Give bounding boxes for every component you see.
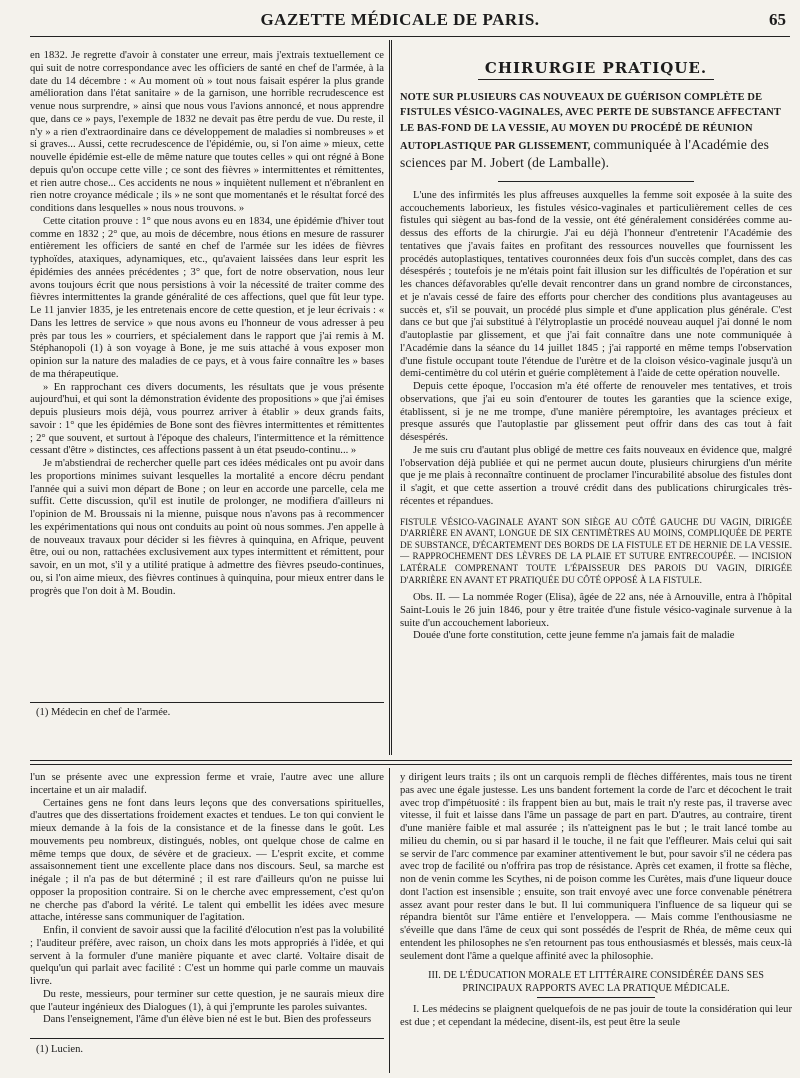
- right-column-bottom: [400, 772, 792, 1072]
- footnote-left-top: (1) Médecin en chef de l'armée.: [36, 707, 171, 718]
- right-column-top: [400, 62, 792, 752]
- article-paragraph: Je m'abstiendrai de rechercher quelle part ces idées médicales ont pu avoir dans les proportions minimes suivant lesquelles la mortalité a encore décru pendant l'année qui a suivi mon départ de Bone ; on leur en accorde une parcelle, cela me suffit. Cette discussion, qu'il est inutile de prolonger, ne modifiera d'ailleurs ni l'opinion de M. Broussais ni la mienne, puisque nous n'avons pas à recommencer les expérimentations qui nous ont conduits au point où nous sommes. J'en appelle à de nouveaux travaux pour décider si les fièvres à quinquina, en Afrique, peuvent être, oui ou non, rattachées exclusivement aux types intermittent et rémittent, pour savoir, en un mot, s'il y a utilité pratique à admettre des fièvres pseudo-continues, ou, si l'on aime mieux, des fièvres continues à quinquina, pour mieux entrer dans le progrès que l'on doit à M. Boudin.: [30, 458, 384, 597]
- column-divider: [389, 40, 392, 755]
- feuilleton-separator: [30, 760, 792, 761]
- footnote-rule: [30, 702, 384, 703]
- note-title: [400, 90, 792, 173]
- feuilleton-paragraph: Certaines gens ne font dans leurs leçons que des conversations spirituelles, d'autres que des dissertations froidement exactes et tendues. Le ton qui convient le mieux demande à la fois de la consistance et de la finesse dans le goût. Les mouvements peu nombreux, distingués, nobles, ont quelque chose de calme en même temps que doux, de sévère et de gracieux. — L'esprit excite, et comme assaisonnement tient une excellente place dans nos discours. Seul, sa marche est inégale ; il n'a pas de but déterminé ; il est rare d'ailleurs qu'on ne puisse lui opposer la proposition contraire. Si on le cherche avec empressement, c'est qu'on ne cherche pas d'abord la vérité. Le talent qui embellit les idées avec mesure attache, intéresse sans communiquer de l'agitation.: [30, 797, 384, 924]
- article-paragraph: » En rapprochant ces divers documents, les résultats que je vous présente aujourd'hui, et qui sont la démonstration évidente des propositions » que j'ai émises depuis plusieurs mois déjà, vous pourrez arriver à établir » deux grands faits, savoir : 1° que les épidémies de Bone sont des fièvres intermittentes et rémittentes ; 2° que souvent, et surtout à l'époque des chaleurs, l'intermittence et la rémittence cessant d'être » distinctes, ces affections passent à un état pseudo-continu... »: [30, 381, 384, 457]
- feuilleton-paragraph: I. Les médecins se plaignent quelquefois de ne pas jouir de toute la considération qui leur est due ; et cependant la médecine, disent-ils, est peut être la seule: [400, 1004, 792, 1028]
- footnote-left-bottom: (1) Lucien.: [36, 1044, 84, 1055]
- note-rule: [498, 181, 694, 182]
- feuilleton-separator-inner: [30, 764, 792, 765]
- article-paragraph: Depuis cette époque, l'occasion m'a été offerte de renouveler mes tentatives, et trois observations, que j'ai eu soin d'entourer de toutes les garanties que la science exige, établissent, si je ne me trompe, d'une manière péremptoire, les avantages précieux et presque assurés que l'autoplastie par glissement peut offrir dans des cas tout à fait désespérés.: [400, 381, 792, 444]
- section-title: CHIRURGIE PRATIQUE.: [484, 62, 708, 77]
- header-rule: [30, 36, 790, 37]
- chapter-heading: III. DE L'ÉDUCATION MORALE ET LITTÉRAIRE CONSIDÉRÉE DANS SES PRINCIPAUX RAPPORTS AVEC LA PRATIQUE MÉDICALE.: [428, 970, 764, 995]
- case-heading: FISTULE VÉSICO-VAGINALE AYANT SON SIÈGE AU CÔTÉ GAUCHE DU VAGIN, DIRIGÉE D'ARRIÈRE EN AVANT, LONGUE DE SIX CENTIMÈTRES AU MOINS, COMPLIQUÉE DE PERTE DE SUBSTANCE, D'ÉCARTEMENT DES BORDS DE LA FISTULE ET DE HERNIE DE LA VESSIE. — RAPPROCHEMENT DES LÈVRES DE LA PLAIE ET SUTURE ENTRECOUPÉE. — INCISION LATÉRALE COMPRENANT TOUTE L'ÉPAISSEUR DES PAROIS DU VAGIN, DIRIGÉE D'ARRIÈRE EN AVANT ET PRATIQUÉE DU CÔTÉ OPPOSÉ À LA FISTULE.: [400, 516, 792, 585]
- page-number: 65: [769, 10, 786, 29]
- feuilleton-paragraph: Du reste, messieurs, pour terminer sur cette question, je ne saurais mieux dire que l'auteur ingénieux des Dialogues (1), à qui j'emprunte les paroles suivantes.: [30, 988, 384, 1013]
- article-paragraph: en 1832. Je regrette d'avoir à constater une erreur, mais j'extrais textuellement ce qui suit de notre correspondance avec les officiers de santé en chef de l'armée, à la date du 14 décembre : « Au moment où » tout nous faisait espérer la plus grande amélioration dans l'état sanitaire » de la garnison, une horrible recrudescence est venue nous surprendre, » ainsi que nous vous l'avions annoncé, et nous apprendre que, dans ce » pays, l'exemple de 1832 ne devait pas être perdu de vue. Du reste, il n'y » a rien d'extraordinaire dans ce développement de maladies si nombreuses » et si graves... Aussi, cette recrudescence de l'épidémie, ou, si l'on aime » mieux, cette nouvelle épidémie est-elle de même nature que toutes celles » qui ont régné à Bone depuis qu'on occupe cette ville ; ce sont des fièvres » intermittentes et rémittentes, et rien autre chose... Ces accidents ne nous » inquiètent nullement et n'ébranlent en rien notre croyance médicale ; ils » ne sont que momentanés et le résultat forcé des conditions dans lesquelles » nous nous trouvons. »: [30, 50, 384, 214]
- feuilleton-paragraph: Enfin, il convient de savoir aussi que la facilité d'élocution n'est pas la volubilité ; l'auditeur préfère, avec raison, un choix dans les mots appropriés à l'idée, et qui servent à la formuler d'une manière piquante et avec clarté. Voltaire disait de quelqu'un qui parlait avec facilité : C'est un homme qui parle comme un mauvais livre.: [30, 925, 384, 987]
- page-header: [0, 6, 800, 36]
- chapter-rule: [537, 997, 655, 998]
- left-column-top: [30, 50, 384, 700]
- column-divider-bottom: [389, 768, 390, 1073]
- footnote-rule: [30, 1038, 384, 1039]
- section-rule: [478, 79, 713, 80]
- article-paragraph: Je me suis cru d'autant plus obligé de mettre ces faits nouveaux en évidence que, malgré l'observation déjà publiée et qui ne permet aucun doute, plusieurs chirurgiens d'un mérite que je me plais à reconnaître continuent de proclamer l'incurabilité absolue des fistules dont il s'agit, et que cette assertion a trouvé crédit dans des publications chirurgicales très-récentes et répandues.: [400, 444, 792, 507]
- article-paragraph: L'une des infirmités les plus affreuses auxquelles la femme soit exposée à la suite des accouchements laborieux, les fistules vésico-vaginales et particulièrement celles de ces fistules qui siègent au bas-fond de la vessie, ont été généralement considérées comme au-dessus des efforts de la chirurgie. J'ai eu déjà l'honneur d'entretenir l'Académie des tentatives que j'avais faites en profitant des ressources nouvelles que fournissent les procédés autoplastiques, tentatives couronnées deux fois d'un succès complet, dans des cas désespérés ; toutefois je ne m'étais point fait illusion sur les difficultés de l'opération et sur les chances défavorables qu'elle devait rencontrer dans un grand nombre de circonstances, et je n'avais cessé de faire des efforts pour chercher des conditions plus avantageuses au succès et, s'il se pouvait, un procédé plus simple et d'une application plus générale. C'est dans ce but que j'ai substitué à l'élytroplastie un procédé nouveau auquel j'ai donné le nom d'autoplastie par glissement, et que j'ai fait connaître dans une note communiquée à l'Académie dans la séance du 14 juillet 1845 ; j'ai rapporté en même temps l'observation d'une fistule occupant toute l'étendue de l'urètre et de la cloison vésico-vaginale jusqu'à un demi-centimètre du col utérin et guérie complètement à l'aide de cette opération nouvelle.: [400, 189, 792, 380]
- feuilleton-paragraph: Dans l'enseignement, l'âme d'un élève bien né est le but. Bien des professeurs: [43, 1014, 372, 1026]
- journal-title: GAZETTE MÉDICALE DE PARIS.: [260, 10, 540, 29]
- observation-paragraph: Douée d'une forte constitution, cette jeune femme n'a jamais fait de maladie: [413, 630, 735, 642]
- left-column-bottom: [30, 772, 384, 1034]
- feuilleton-paragraph: l'un se présente avec une expression ferme et vraie, l'autre avec une allure incertaine et un air maladif.: [30, 772, 384, 796]
- observation-paragraph: Obs. II. — La nommée Roger (Elisa), âgée de 22 ans, née à Arnouville, entra à l'hôpital Saint-Louis le 26 juin 1846, pour y être traitée d'une fistule vésico-vaginale survenue à la suite d'un accouchement laborieux.: [400, 592, 792, 629]
- note-title-main: NOTE SUR PLUSIEURS CAS NOUVEAUX DE GUÉRISON COMPLÈTE DE FISTULES VÉSICO-VAGINALES, AVEC PERTE DE SUBSTANCE AFFECTANT LE BAS-FOND DE LA VESSIE, AU MOYEN DU PROCÉDÉ DE RÉUNION AUTOPLASTIQUE PAR GLISSEMENT,: [400, 91, 781, 152]
- note-title-tail: communiquée à l'Académie des sciences par M. Jobert (de Lamballe).: [400, 136, 770, 171]
- article-paragraph: Cette citation prouve : 1° que nous avons eu en 1834, une épidémie d'hiver tout comme en 1832 ; 2° que, au mois de décembre, nous étions en mesure de rassurer entièrement les officiers de santé en chef de l'armée sur les idées de fièvres typhoïdes, ataxiques, adynamiques, etc., qu'avaient laissées dans leur esprit les épidémies des années précédentes ; 3° que, fort de notre observation, nous leur avons toujours écrit que nous persistions à voir la nécessité de traiter comme des fièvres intermittentes la grande généralité de ces affections, quel que fût leur type. Le 11 janvier 1835, je les entretenais encore de cette question, et je leur écrivais : « Dans les lettres de service » que nous avons eu l'honneur de vous adresser à peu près par tous les » courriers, et spécialement dans le rapport que j'ai remis à M. Stéphanopoli (1) à son voyage à Bone, je me suis attaché à vous exposer mon opinion sur la nature des maladies de ce pays, et à vous faire connaître les » bases de ma thérapeutique.: [30, 215, 384, 380]
- feuilleton-paragraph: y dirigent leurs traits ; ils ont un carquois rempli de flèches différentes, mais tous ne tirent pas avec une égale justesse. Les uns bandent fortement la corde de l'arc et décochent le trait avec trop d'impétuosité : ils frappent bien au but, mais le trait n'y reste pas, il traverse avec vitesse, il fuit et laisse dans l'âme un passage de part en part. D'autres, au contraire, tirent d'une manière faible et mal assurée ; ils n'atteignent pas le but ; le trait lancé tombe au milieu du chemin, ou si par hasard il le touche, il ne fait que l'effleurer. Mais celui qui sait se servir de l'arc commence par examiner attentivement le but, pour savoir s'il ne cédera pas avec trop de facilité ou n'offrira pas trop de résistance. Après cet examen, il frotte sa flèche, non de venin comme les Scythes, ni de poison comme les Curètes, mais d'une liqueur douce dont l'action est insensible ; ensuite, son trait envoyé avec une force convenable pénétrera assez avant pour rester dans le but. Il lui communiquera l'influence de sa liqueur qui se répandra bientôt sur l'âme entière et l'enveloppera. — Mais comme l'enthousiasme ne s'éveille que dans l'âme de ceux qui sont possédés de l'esprit de Rhéa, de même ceux qui entendent les philosophes ne s'en retournent pas tous enthousiasmés et blessés, mais ceux-là seulement dont l'âme a quelque affinité avec la philosophie.: [400, 772, 792, 962]
